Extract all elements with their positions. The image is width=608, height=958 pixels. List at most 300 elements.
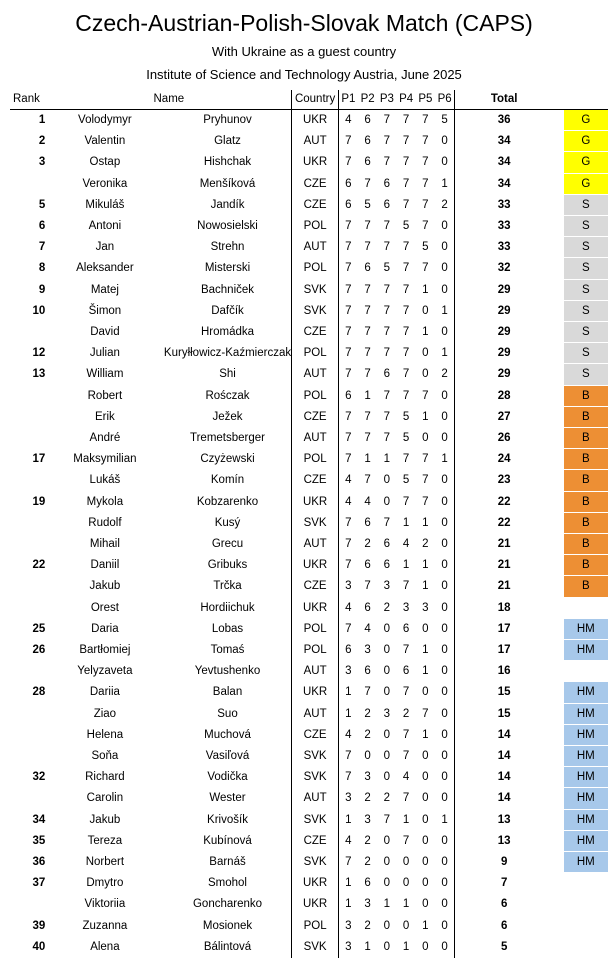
total-cell: 32 [497,262,511,275]
country-cell: AUT [292,534,338,555]
col-header-p4: P4 [396,90,415,110]
p2-score-cell: 7 [364,347,371,360]
p3-score-cell: 0 [383,750,391,763]
first-name-cell: Ziao [93,707,117,720]
p4-score-cell: 5 [402,410,410,423]
first-name-cell: Soňa [91,750,119,763]
country-cell: POL [292,640,338,661]
table-row [10,873,608,894]
p4-score-cell: 7 [402,156,410,169]
spacer-cell [553,809,564,830]
spacer-cell [553,703,564,724]
table-row [10,682,608,703]
total-cell: 29 [497,347,511,360]
p4-score-cell: 1 [402,898,410,911]
p5-score-cell: 1 [422,580,429,593]
country-cell: UKR [292,682,338,703]
award-badge: HM [564,852,608,873]
p3-score-cell: 7 [383,516,391,529]
last-name-cell: Misterski [204,262,251,275]
award-badge: B [564,534,608,555]
p6-score-cell: 0 [435,534,455,555]
table-row [10,512,608,533]
spacer-cell [553,597,564,618]
table-row [10,258,608,279]
spacer-cell [553,428,564,449]
country-cell: UKR [292,597,338,618]
p3-score-cell: 7 [383,114,391,127]
p3-score-cell: 7 [383,283,391,296]
total-cell: 14 [497,750,511,763]
p3-score-cell: 0 [383,495,391,508]
first-name-cell: Alena [90,940,120,953]
first-name-cell: Valentin [84,135,126,148]
last-name-cell: Grecu [211,538,244,551]
country-cell: UKR [292,110,338,131]
p5-score-cell: 0 [422,940,429,953]
award-badge [564,597,608,618]
p2-score-cell: 7 [364,410,371,423]
table-row [10,216,608,237]
table-row [10,428,608,449]
p2-score-cell: 6 [364,156,371,169]
p5-score-cell: 1 [422,410,429,423]
first-name-cell: Lukáš [89,474,121,487]
p5-score-cell: 1 [422,919,429,932]
last-name-cell: Krivošík [207,813,248,826]
p4-score-cell: 7 [402,114,410,127]
country-cell: POL [292,618,338,639]
first-name-cell: Zuzanna [82,919,128,932]
award-badge [564,894,608,915]
p5-score-cell: 0 [422,813,429,826]
p1-score-cell: 4 [345,601,352,614]
last-name-cell: Trčka [213,580,242,593]
award-badge: HM [564,830,608,851]
spacer-cell [553,576,564,597]
p3-score-cell: 3 [383,580,391,593]
total-cell: 9 [500,856,508,869]
last-name-cell: Muchová [204,728,251,741]
table-row [10,194,608,215]
p5-score-cell: 0 [422,771,429,784]
country-cell: SVK [292,767,338,788]
p1-score-cell: 1 [345,686,352,699]
total-cell: 15 [497,707,511,720]
table-row [10,152,608,173]
spacer-cell [553,555,564,576]
p5-score-cell: 1 [422,728,429,741]
spacer-cell [553,110,564,131]
award-badge: HM [564,746,608,767]
rank-cell [10,470,46,491]
p4-score-cell: 6 [402,665,410,678]
spacer-cell [553,343,564,364]
header-row [10,90,608,110]
spacer-cell [553,406,564,427]
col-header-p5: P5 [416,90,435,110]
spacer-cell [553,682,564,703]
award-badge: HM [564,809,608,830]
last-name-cell: Kusý [214,516,241,529]
p6-score-cell: 0 [435,258,455,279]
last-name-cell: Gribuks [207,559,248,572]
p5-score-cell: 0 [422,750,429,763]
rank-cell: 7 [38,241,46,254]
country-cell: CZE [292,470,338,491]
last-name-cell: Tremetsberger [190,432,265,445]
country-cell: AUT [292,237,338,258]
total-cell: 21 [497,538,511,551]
p5-score-cell: 0 [422,368,429,381]
rank-cell: 37 [32,877,46,890]
spacer-cell [553,449,564,470]
p3-score-cell: 7 [383,410,391,423]
results-table [10,90,608,958]
p5-score-cell: 0 [422,834,429,847]
country-cell: CZE [292,830,338,851]
p4-score-cell: 7 [402,389,410,402]
country-cell: CZE [292,322,338,343]
p6-score-cell: 2 [435,194,455,215]
award-badge: HM [564,703,608,724]
table-row [10,470,608,491]
p1-score-cell: 7 [345,410,352,423]
p5-score-cell: 3 [422,601,429,614]
total-cell: 5 [500,940,508,953]
total-cell: 14 [497,792,511,805]
p2-score-cell: 2 [364,707,371,720]
p1-score-cell: 6 [345,177,352,190]
award-badge: S [564,343,608,364]
last-name-cell: Ježek [212,410,243,423]
p4-score-cell: 7 [402,177,410,190]
p6-score-cell: 0 [435,915,455,936]
p6-score-cell: 1 [435,449,455,470]
p1-score-cell: 4 [345,495,352,508]
country-cell: POL [292,216,338,237]
country-cell: POL [292,449,338,470]
p1-score-cell: 7 [345,220,352,233]
award-badge [564,661,608,682]
p6-score-cell: 0 [435,322,455,343]
p1-score-cell: 7 [345,262,352,275]
p5-score-cell: 7 [422,707,429,720]
p5-score-cell: 1 [422,283,429,296]
award-badge: S [564,279,608,300]
spacer-cell [553,491,564,512]
country-cell: POL [292,258,338,279]
rank-cell [10,724,46,745]
p1-score-cell: 7 [345,559,352,572]
award-badge: B [564,385,608,406]
p4-score-cell: 0 [402,877,410,890]
first-name-cell: Robert [87,389,123,402]
first-name-cell: Dariia [89,686,120,699]
award-badge [564,915,608,936]
first-name-cell: Dmytro [86,877,124,890]
first-name-cell: Rudolf [88,516,122,529]
table-row [10,322,608,343]
table-row [10,110,608,131]
spacer-cell [553,767,564,788]
p2-score-cell: 2 [364,792,371,805]
p3-score-cell: 0 [383,728,391,741]
rank-cell [10,322,46,343]
p3-score-cell: 1 [383,898,391,911]
p6-score-cell: 0 [435,852,455,873]
rank-cell: 22 [32,559,46,572]
p3-score-cell: 7 [383,326,391,339]
p1-score-cell: 7 [345,304,352,317]
first-name-cell: Šimon [88,304,122,317]
first-name-cell: Daria [91,622,119,635]
p2-score-cell: 2 [364,728,371,741]
last-name-cell: Dafčík [211,304,244,317]
p4-score-cell: 1 [402,813,410,826]
first-name-cell: Norbert [85,856,125,869]
p5-score-cell: 7 [422,262,429,275]
first-name-cell: Jan [95,241,115,254]
p2-score-cell: 1 [364,389,371,402]
p3-score-cell: 6 [383,559,391,572]
award-badge: B [564,428,608,449]
p6-score-cell: 0 [435,618,455,639]
p1-score-cell: 7 [345,156,352,169]
p1-score-cell: 3 [345,665,352,678]
p6-score-cell: 0 [435,640,455,661]
p3-score-cell: 7 [383,813,391,826]
award-badge: S [564,322,608,343]
award-badge: B [564,470,608,491]
table-row [10,576,608,597]
p4-score-cell: 1 [402,940,410,953]
award-badge: S [564,258,608,279]
first-name-cell: David [90,326,120,339]
p2-score-cell: 6 [364,262,371,275]
table-row [10,385,608,406]
rank-cell [10,746,46,767]
table-row [10,597,608,618]
p1-score-cell: 7 [345,516,352,529]
first-name-cell: Carolin [86,792,124,805]
p6-score-cell: 2 [435,364,455,385]
rank-cell: 2 [38,135,46,148]
country-cell: SVK [292,809,338,830]
country-cell: CZE [292,173,338,194]
col-header-gap [553,90,564,110]
total-cell: 17 [497,622,511,635]
p1-score-cell: 7 [345,453,352,466]
p3-score-cell: 0 [383,856,391,869]
col-header-p6: P6 [435,90,455,110]
p1-score-cell: 7 [345,241,352,254]
p1-score-cell: 6 [345,644,352,657]
p6-score-cell: 0 [435,470,455,491]
award-badge: G [564,152,608,173]
rank-cell: 8 [38,262,46,275]
p6-score-cell: 0 [435,152,455,173]
award-badge: B [564,512,608,533]
p6-score-cell: 0 [435,597,455,618]
table-row [10,300,608,321]
p6-score-cell: 0 [435,767,455,788]
col-header-total: Total [455,90,553,110]
spacer-cell [553,830,564,851]
p2-score-cell: 6 [364,114,371,127]
country-cell: POL [292,385,338,406]
table-row [10,640,608,661]
last-name-cell: Yevtushenko [194,665,261,678]
p3-score-cell: 0 [383,940,391,953]
last-name-cell: Nowosielski [197,220,258,233]
p3-score-cell: 0 [383,644,391,657]
p4-score-cell: 4 [402,771,410,784]
total-cell: 18 [497,601,511,614]
p4-score-cell: 7 [402,728,410,741]
p6-score-cell: 5 [435,110,455,131]
p2-score-cell: 2 [364,834,371,847]
p3-score-cell: 2 [383,792,391,805]
country-cell: SVK [292,512,338,533]
p1-score-cell: 7 [345,283,352,296]
p3-score-cell: 0 [383,834,391,847]
last-name-cell: Bachniček [200,283,255,296]
col-header-p2: P2 [358,90,377,110]
rank-cell [10,385,46,406]
spacer-cell [553,746,564,767]
country-cell: UKR [292,152,338,173]
rank-cell: 28 [32,686,46,699]
award-badge: S [564,194,608,215]
p5-score-cell: 2 [422,538,429,551]
p3-score-cell: 6 [383,177,391,190]
total-cell: 6 [500,898,508,911]
p3-score-cell: 6 [383,368,391,381]
rank-cell: 25 [32,622,46,635]
table-row [10,703,608,724]
table-row [10,915,608,936]
rank-cell [10,406,46,427]
col-header-medal [564,90,608,110]
p3-score-cell: 7 [383,389,391,402]
rank-cell: 39 [32,919,46,932]
table-row [10,406,608,427]
p3-score-cell: 2 [383,601,391,614]
p1-score-cell: 7 [345,856,352,869]
p6-score-cell: 1 [435,343,455,364]
p6-score-cell: 1 [435,300,455,321]
country-cell: AUT [292,788,338,809]
total-cell: 24 [497,453,511,466]
p4-score-cell: 7 [402,347,410,360]
country-cell: POL [292,343,338,364]
spacer-cell [553,470,564,491]
first-name-cell: Aleksander [76,262,134,275]
p4-score-cell: 0 [402,919,410,932]
total-cell: 21 [497,580,511,593]
p1-score-cell: 4 [345,728,352,741]
rank-cell [10,788,46,809]
col-header-p3: P3 [377,90,396,110]
p2-score-cell: 7 [364,474,371,487]
p5-score-cell: 7 [422,135,429,148]
last-name-cell: Mosionek [202,919,253,932]
first-name-cell: Mikuláš [85,198,125,211]
table-row [10,852,608,873]
p2-score-cell: 7 [364,686,371,699]
p6-score-cell: 0 [435,830,455,851]
p6-score-cell: 0 [435,724,455,745]
country-cell: AUT [292,661,338,682]
rank-cell: 5 [38,198,46,211]
rank-cell: 34 [32,813,46,826]
award-badge: S [564,216,608,237]
col-header-name: Name [46,90,292,110]
award-badge: B [564,555,608,576]
total-cell: 34 [497,156,511,169]
table-row [10,173,608,194]
p6-score-cell: 0 [435,131,455,152]
page-title: Czech-Austrian-Polish-Slovak Match (CAPS) [75,10,533,36]
p2-score-cell: 7 [364,304,371,317]
p2-score-cell: 0 [364,750,371,763]
p4-score-cell: 7 [402,368,410,381]
country-cell: UKR [292,491,338,512]
table-row [10,491,608,512]
table-row [10,809,608,830]
country-cell: CZE [292,194,338,215]
total-cell: 36 [497,114,511,127]
p1-score-cell: 4 [345,834,352,847]
table-row [10,936,608,957]
p5-score-cell: 0 [422,856,429,869]
p3-score-cell: 0 [383,665,391,678]
award-badge: B [564,491,608,512]
p1-score-cell: 4 [345,474,352,487]
rank-cell [10,703,46,724]
table-row [10,449,608,470]
total-cell: 14 [497,728,511,741]
p6-score-cell: 0 [435,491,455,512]
last-name-cell: Kuryłłowicz-Kaźmierczak [163,347,292,360]
p3-score-cell: 1 [383,453,391,466]
last-name-cell: Glatz [214,135,241,148]
first-name-cell: William [86,368,124,381]
spacer-cell [553,534,564,555]
rank-cell: 32 [32,771,46,784]
total-cell: 29 [497,283,511,296]
first-name-cell: Maksymilian [73,453,137,466]
p3-score-cell: 7 [383,347,391,360]
col-header-p1: P1 [338,90,358,110]
table-row [10,279,608,300]
country-cell: UKR [292,894,338,915]
rank-cell [10,512,46,533]
p5-score-cell: 0 [422,877,429,890]
p4-score-cell: 7 [402,262,410,275]
rank-cell: 9 [38,283,46,296]
country-cell: AUT [292,703,338,724]
spacer-cell [553,152,564,173]
subtitle-guest-country: With Ukraine as a guest country [211,44,397,59]
p3-score-cell: 7 [383,156,391,169]
p6-score-cell: 0 [435,703,455,724]
p5-score-cell: 7 [422,474,429,487]
spacer-cell [553,364,564,385]
p6-score-cell: 0 [435,936,455,957]
p1-score-cell: 1 [345,877,352,890]
